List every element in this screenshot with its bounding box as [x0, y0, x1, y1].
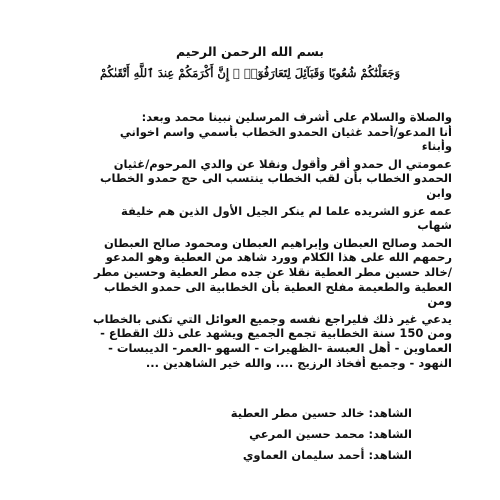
- body-line: وأبناء: [421, 139, 452, 154]
- body-line: ومن: [427, 294, 452, 309]
- witness-line: الشاهد: أحمد سليمان العماوي: [242, 448, 412, 462]
- body-line: الحمد وصالح العبطان وإبراهيم العبطان ومحمود صالح العبطان: [103, 235, 452, 250]
- witness-line: الشاهد: محمد حسين المرعي: [249, 427, 412, 441]
- body-line: رحمهم الله على هذا الكلام وورد شاهد من العطية وهو المدعو: [105, 250, 452, 265]
- body-line: يدعي غير ذلك فليراجع نفسه وجميع العوائل التي تكنى بالخطاب: [93, 311, 452, 326]
- body-line: العماوين - أهل العبسة -الظهيرات - السهو -العمر- الديبسات -: [108, 340, 452, 355]
- body-line: النهود - وجميع أفخاذ الرزيج .... والله خير الشاهدين ...: [145, 355, 452, 370]
- body-line: عمومتي ال حمدو أقر وأقول ونقلا عن والدي المرحوم/غثيان: [113, 156, 452, 171]
- witness-list: [112, 403, 412, 466]
- body-line: /خالد حسين مطر العطية نقلا عن جده مطر العطية وحسين مطر: [94, 264, 452, 279]
- body-line: أنا المدعو/أحمد غثيان الحمدو الخطاب بأسمي واسم اخواني: [119, 124, 452, 139]
- document-body: [42, 110, 452, 370]
- body-line: ومن 150 سنة الخطابية تجمع الجميع ويشهد على ذلك القطاع -: [100, 326, 452, 341]
- body-line: وابن: [426, 185, 452, 200]
- body-line: شهاب: [417, 218, 452, 233]
- witness-line: الشاهد: خالد حسين مطر العطية: [230, 406, 412, 420]
- quran-verse: وَجَعَلْنَٰكُمْ شُعُوبًا وَقَبَآئِلَ لِتَعَارَفُوٓا۟ ۚ إِنَّ أَكْرَمَكُمْ عِندَ ٱللَّهِ أَتْقَىٰكُمْ: [99, 66, 401, 80]
- body-line: عمه عزو الشريده علما لم ينكر الجيل الأول الذين هم خليفة: [121, 203, 452, 218]
- body-line: والصلاة والسلام على أشرف المرسلين نبينا محمد وبعد:: [141, 110, 452, 124]
- basmala-heading: بسم الله الرحمن الرحيم: [176, 44, 324, 59]
- body-line: الحمدو الخطاب بأن لقب الخطاب ينتسب الى حج حمدو الخطاب: [99, 171, 452, 186]
- body-line: العطية والطعيمة مفلح العطية بأن الخطابية الى حمدو الخطاب: [104, 279, 452, 294]
